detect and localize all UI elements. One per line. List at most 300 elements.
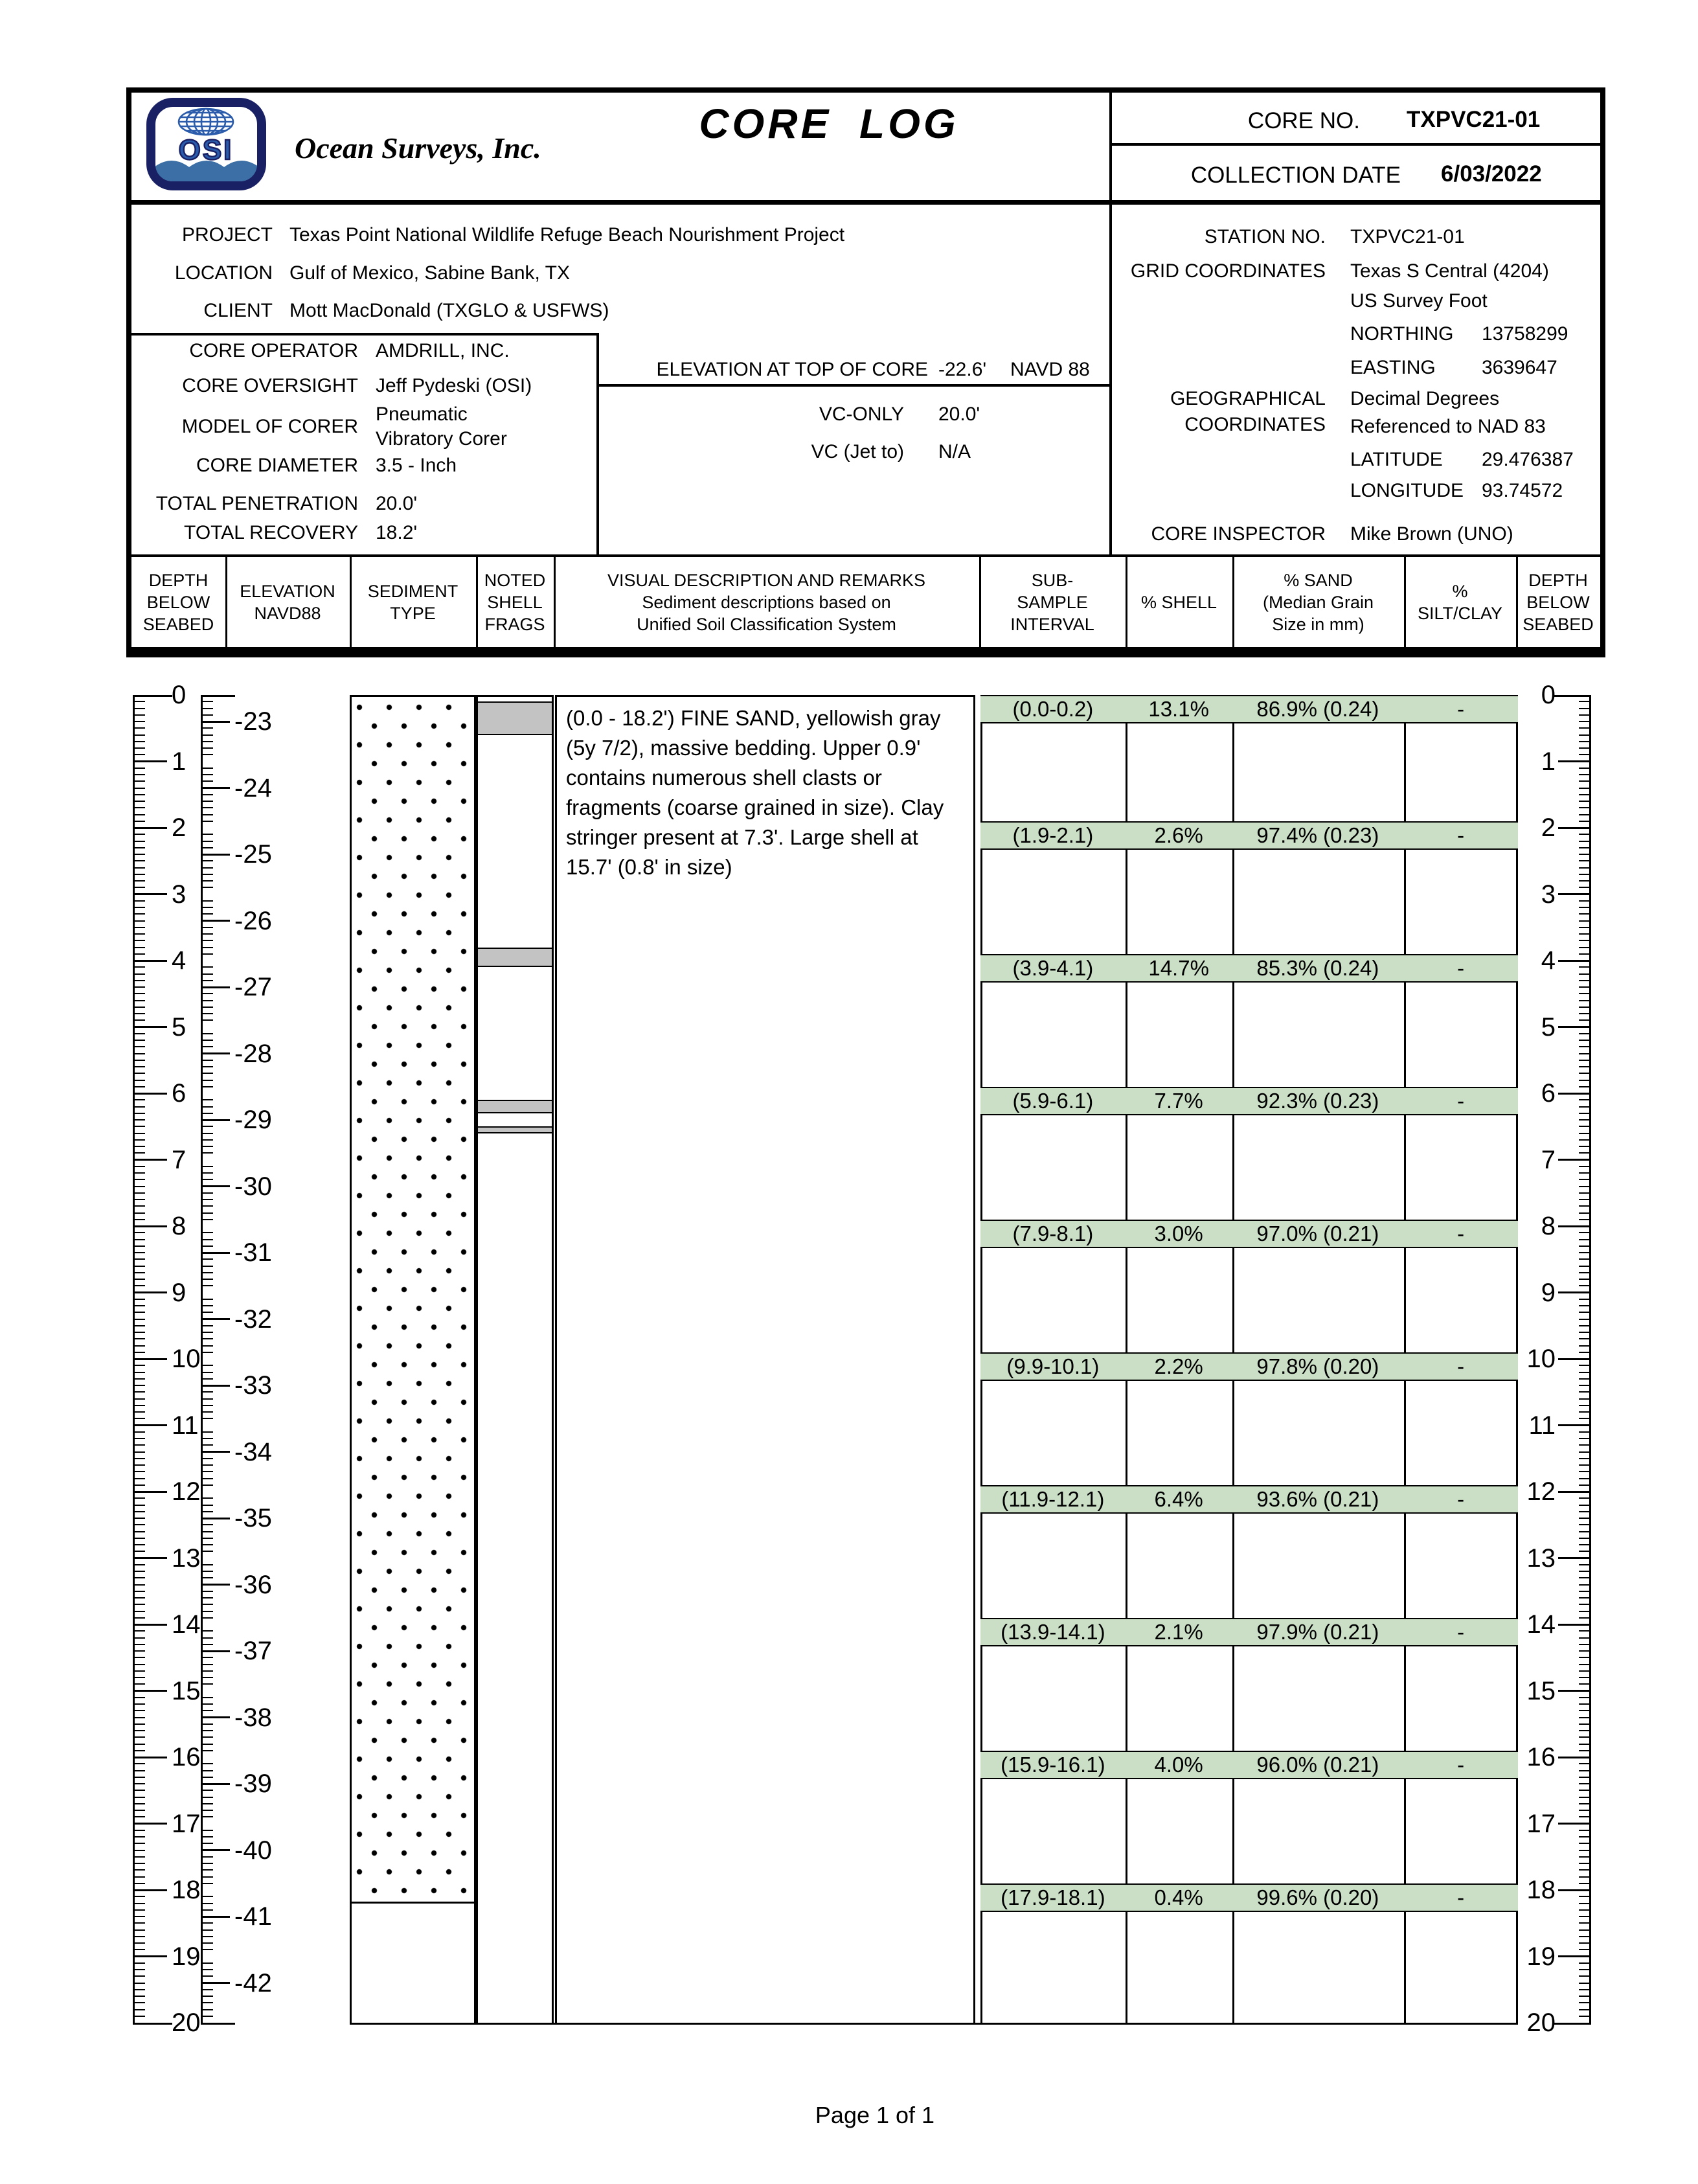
elevation-ruler-minor-tick	[203, 708, 213, 709]
elevation-ruler-minor-tick	[203, 1883, 213, 1884]
elevation-ruler-minor-tick	[203, 1099, 213, 1100]
depth-ruler-right-minor-tick	[1579, 1126, 1589, 1127]
depth-ruler-left-minor-tick	[135, 1863, 145, 1864]
longitude-label: LONGITUDE	[1350, 480, 1464, 501]
elevation-ruler-label: -39	[234, 1769, 272, 1798]
elevation-ruler-minor-tick	[203, 1219, 213, 1220]
depth-ruler-right-minor-tick	[1579, 1133, 1589, 1134]
depth-ruler-left-minor-tick	[135, 1856, 145, 1858]
elevation-ruler-minor-tick	[203, 1770, 213, 1771]
depth-ruler-right-label: 0	[1541, 681, 1556, 709]
elevation-ruler-major-tick	[203, 1584, 230, 1586]
depth-ruler-left-minor-tick	[135, 1591, 145, 1592]
shell-band	[478, 1100, 552, 1113]
depth-ruler-left-minor-tick	[135, 747, 145, 749]
column-header-bottom-line	[126, 647, 1605, 655]
elevation-ruler-minor-tick	[203, 1604, 213, 1605]
depth-ruler-left-minor-tick	[135, 834, 145, 835]
depth-ruler-left-minor-tick	[135, 1723, 145, 1725]
depth-ruler-right-minor-tick	[1579, 734, 1589, 736]
elevation-ruler-label: -31	[234, 1238, 272, 1267]
depth-ruler-right-minor-tick	[1579, 1378, 1589, 1380]
depth-ruler-right-minor-tick	[1579, 1650, 1589, 1652]
depth-ruler-left-label: 14	[172, 1610, 201, 1639]
depth-ruler-left-minor-tick	[135, 1464, 145, 1466]
depth-ruler-left-label: 12	[172, 1477, 201, 1506]
depth-ruler-left-minor-tick	[135, 1146, 145, 1147]
depth-ruler-left-minor-tick	[135, 1657, 145, 1658]
depth-ruler-left-minor-tick	[135, 1830, 145, 1831]
depth-ruler-right-minor-tick	[1579, 807, 1589, 808]
depth-ruler-left-minor-tick	[135, 1929, 145, 1931]
depth-ruler-right-minor-tick	[1579, 860, 1589, 861]
sample-shell-cell: 3.0%	[1154, 1221, 1203, 1246]
latitude-value: 29.476387	[1482, 449, 1574, 470]
easting-value: 3639647	[1482, 357, 1557, 378]
elevation-ruler-minor-tick	[203, 1299, 213, 1300]
elevation-ruler-minor-tick	[203, 1797, 213, 1798]
elevation-ruler-minor-tick	[203, 1790, 213, 1791]
depth-ruler-right-label: 3	[1541, 880, 1556, 909]
depth-ruler-left-minor-tick	[135, 2002, 145, 2003]
depth-ruler-left-minor-tick	[135, 1212, 145, 1214]
depth-ruler-left-minor-tick	[135, 1538, 145, 1539]
depth-ruler-right-minor-tick	[1579, 1179, 1589, 1180]
vc-jet-value: N/A	[938, 441, 971, 462]
depth-ruler-right-minor-tick	[1579, 1909, 1589, 1911]
elevation-ruler-minor-tick	[203, 887, 213, 888]
sample-interval-cell: (3.9-4.1)	[1012, 955, 1094, 980]
elevation-ruler-major-tick	[203, 920, 230, 922]
depth-ruler-left-minor-tick	[135, 1505, 145, 1506]
depth-ruler-left-minor-tick	[135, 1816, 145, 1817]
elevation-ruler-minor-tick	[203, 1285, 213, 1286]
elevation-ruler-minor-tick	[203, 1730, 213, 1731]
depth-ruler-right-minor-tick	[1579, 907, 1589, 908]
depth-ruler-left-minor-tick	[135, 1046, 145, 1047]
depth-ruler-right-minor-tick	[1579, 1405, 1589, 1406]
project-label: PROJECT	[181, 224, 273, 245]
elevation-ruler-minor-tick	[203, 1086, 213, 1087]
elevation-ruler-minor-tick	[203, 1411, 213, 1413]
depth-ruler-left-minor-tick	[135, 754, 145, 755]
depth-ruler-right-minor-tick	[1579, 1325, 1589, 1326]
depth-ruler-right-minor-tick	[1579, 1856, 1589, 1858]
depth-ruler-right-minor-tick	[1579, 788, 1589, 789]
column-header-divider	[1404, 557, 1406, 647]
elevation-ruler-major-tick	[203, 1451, 230, 1453]
depth-ruler-right-minor-tick	[1579, 714, 1589, 716]
depth-ruler-left-minor-tick	[135, 1272, 145, 1273]
depth-ruler-left-minor-tick	[135, 980, 145, 981]
sample-siltclay-cell: -	[1457, 823, 1465, 847]
depth-ruler-left-minor-tick	[135, 1916, 145, 1917]
depth-ruler-left-minor-tick	[135, 920, 145, 922]
shell-band	[478, 701, 552, 734]
elevation-ruler-minor-tick	[203, 1544, 213, 1545]
depth-ruler-right-minor-tick	[1579, 1478, 1589, 1479]
depth-ruler-right-major-tick	[1558, 1225, 1589, 1227]
depth-ruler-left-minor-tick	[135, 1372, 145, 1373]
depth-ruler-right-minor-tick	[1579, 1969, 1589, 1970]
elevation-ruler-major-tick	[203, 1849, 230, 1851]
depth-ruler-right-minor-tick	[1579, 794, 1589, 795]
elevation-ruler-minor-tick	[203, 1922, 213, 1924]
sample-shell-cell: 4.0%	[1154, 1752, 1203, 1777]
depth-ruler-right-minor-tick	[1579, 1770, 1589, 1771]
core-no-divider	[1112, 143, 1600, 146]
depth-ruler-right-minor-tick	[1579, 1797, 1589, 1798]
depth-ruler-left-minor-tick	[135, 1451, 145, 1453]
depth-ruler-right-minor-tick	[1579, 741, 1589, 742]
depth-ruler-right-minor-tick	[1579, 1046, 1589, 1047]
depth-ruler-left-minor-tick	[135, 900, 145, 902]
depth-ruler-left-minor-tick	[135, 913, 145, 915]
elevation-ruler-minor-tick	[203, 714, 213, 716]
sample-siltclay-cell: -	[1457, 1619, 1465, 1644]
elevation-ruler-minor-tick	[203, 1464, 213, 1466]
column-header-cell	[1232, 557, 1404, 647]
depth-ruler-left-label: 20	[172, 2008, 201, 2037]
column-header-cell	[554, 557, 979, 647]
longitude-value: 93.74572	[1482, 480, 1563, 501]
elevation-ruler-minor-tick	[203, 940, 213, 941]
depth-ruler-left-minor-tick	[135, 1099, 145, 1100]
depth-ruler-right-minor-tick	[1579, 1438, 1589, 1439]
elevation-ruler-major-tick	[203, 1783, 230, 1785]
depth-ruler-right-minor-tick	[1579, 1903, 1589, 1904]
depth-ruler-left-major-tick	[135, 1557, 167, 1559]
description-line: (0.0 - 18.2') FINE SAND, yellowish gray	[566, 706, 941, 730]
depth-ruler-right-major-tick	[1558, 1093, 1589, 1095]
chart-bottom-line	[350, 2023, 1518, 2025]
depth-ruler-right-minor-tick	[1579, 1883, 1589, 1884]
depth-ruler-right-minor-tick	[1579, 1637, 1589, 1639]
depth-ruler-left-minor-tick	[135, 1312, 145, 1313]
depth-ruler-left-minor-tick	[135, 1305, 145, 1306]
depth-ruler-right-minor-tick	[1579, 1152, 1589, 1154]
elevation-top-value: -22.6'	[938, 359, 987, 380]
depth-ruler-left-minor-tick	[135, 1113, 145, 1114]
depth-ruler-left-minor-tick	[135, 1000, 145, 1001]
collection-date-label: COLLECTION DATE	[1190, 163, 1401, 188]
depth-ruler-right-minor-tick	[1579, 1212, 1589, 1214]
depth-ruler-right-minor-tick	[1579, 1464, 1589, 1466]
elevation-ruler-minor-tick	[203, 1192, 213, 1194]
shell-frags-column	[476, 695, 554, 2025]
depth-ruler-left-minor-tick	[135, 1777, 145, 1778]
depth-ruler-right-major-tick	[1558, 960, 1589, 962]
depth-ruler-left-minor-tick	[135, 1770, 145, 1771]
elevation-ruler-minor-tick	[203, 1471, 213, 1472]
depth-ruler-left-minor-tick	[135, 821, 145, 822]
elevation-ruler-minor-tick	[203, 1205, 213, 1207]
sample-interval-cell: (9.9-10.1)	[1006, 1354, 1100, 1378]
depth-ruler-left-major-tick	[135, 1955, 167, 1957]
elevation-ruler-minor-tick	[203, 1066, 213, 1067]
elevation-ruler-minor-tick	[203, 933, 213, 935]
depth-ruler-left-major-tick	[135, 1624, 167, 1626]
depth-ruler-left-label: 19	[172, 1942, 201, 1971]
depth-ruler-left-label: 18	[172, 1876, 201, 1904]
elevation-ruler-minor-tick	[203, 1139, 213, 1141]
depth-ruler-right-minor-tick	[1579, 1252, 1589, 1253]
elevation-ruler-label: -37	[234, 1637, 272, 1665]
column-header-divider	[1232, 557, 1234, 647]
elevation-ruler-minor-tick	[203, 1810, 213, 1811]
depth-ruler-right-label: 2	[1541, 813, 1556, 842]
description-text	[566, 703, 969, 882]
depth-ruler-right-label: 16	[1526, 1743, 1556, 1771]
elevation-ruler-minor-tick	[203, 2002, 213, 2003]
depth-ruler-right-minor-tick	[1579, 1783, 1589, 1784]
depth-ruler-right-minor-tick	[1579, 1577, 1589, 1578]
depth-ruler-right-minor-tick	[1579, 1816, 1589, 1817]
depth-ruler-right-label: 14	[1526, 1610, 1556, 1639]
sample-shell-cell: 14.7%	[1148, 955, 1209, 980]
depth-ruler-left-minor-tick	[135, 1744, 145, 1745]
elevation-ruler-minor-tick	[203, 1989, 213, 1990]
elevation-ruler-minor-tick	[203, 1736, 213, 1738]
core-no-value: TXPVC21-01	[1407, 107, 1541, 132]
elevation-ruler-minor-tick	[203, 741, 213, 742]
sample-interval-cell: (5.9-6.1)	[1012, 1088, 1094, 1113]
depth-ruler-right-minor-tick	[1579, 1703, 1589, 1705]
depth-ruler-left-major-tick	[135, 1690, 167, 1692]
depth-ruler-right-minor-tick	[1579, 1484, 1589, 1486]
depth-ruler-left-minor-tick	[135, 1458, 145, 1459]
depth-ruler-right-minor-tick	[1579, 1836, 1589, 1837]
grid-coordinates-line2: US Survey Foot	[1350, 290, 1488, 312]
column-header-divider	[979, 557, 981, 647]
elevation-ruler-minor-tick	[203, 1750, 213, 1751]
sand-pattern	[352, 697, 474, 1904]
elevation-ruler-minor-tick	[203, 1312, 213, 1313]
elevation-ruler-minor-tick	[203, 814, 213, 815]
elevation-ruler-minor-tick	[203, 980, 213, 981]
depth-ruler-right-minor-tick	[1579, 1385, 1589, 1386]
grid-coordinates-label: GRID COORDINATES	[1130, 260, 1326, 282]
elevation-ruler-minor-tick	[203, 1013, 213, 1014]
elevation-ruler-minor-tick	[203, 1232, 213, 1233]
sample-interval-cell: (0.0-0.2)	[1012, 697, 1094, 721]
depth-ruler-right-minor-tick	[1579, 1391, 1589, 1393]
depth-ruler-left-minor-tick	[135, 1378, 145, 1380]
depth-ruler-right-minor-tick	[1579, 1444, 1589, 1446]
elevation-ruler-major-tick	[203, 854, 230, 856]
depth-ruler-left-minor-tick	[135, 1172, 145, 1174]
depth-ruler-left-minor-tick	[135, 734, 145, 736]
depth-ruler-left-cap	[133, 2023, 172, 2025]
depth-ruler-right-minor-tick	[1579, 1697, 1589, 1698]
sample-interval-cell: (15.9-16.1)	[1001, 1752, 1105, 1777]
depth-ruler-left-minor-tick	[135, 1962, 145, 1964]
elevation-ruler-major-tick	[203, 1318, 230, 1320]
elevation-ruler-minor-tick	[203, 953, 213, 955]
depth-ruler-left-minor-tick	[135, 860, 145, 861]
depth-ruler-right-minor-tick	[1579, 1916, 1589, 1917]
depth-ruler-left-minor-tick	[135, 1066, 145, 1067]
total-recovery-value: 18.2'	[376, 522, 418, 543]
depth-ruler-left-minor-tick	[135, 1258, 145, 1260]
depth-ruler-right-major-tick	[1558, 1159, 1589, 1161]
elevation-ruler-minor-tick	[203, 1040, 213, 1041]
column-header-divider	[1516, 557, 1518, 647]
column-header-line: SEDIMENT	[367, 581, 458, 601]
column-header-line: Unified Soil Classification System	[637, 614, 896, 634]
depth-ruler-left-minor-tick	[135, 780, 145, 782]
elevation-ruler-label: -26	[234, 906, 272, 935]
depth-ruler-right-minor-tick	[1579, 1073, 1589, 1074]
depth-ruler-right-minor-tick	[1579, 1086, 1589, 1087]
depth-ruler-left-minor-tick	[135, 1975, 145, 1977]
depth-ruler-right-minor-tick	[1579, 1266, 1589, 1267]
depth-ruler-left-minor-tick	[135, 1106, 145, 1108]
depth-ruler-right-minor-tick	[1579, 1299, 1589, 1300]
depth-ruler-right-minor-tick	[1579, 1497, 1589, 1499]
depth-ruler-right-minor-tick	[1579, 1975, 1589, 1977]
depth-ruler-left-minor-tick	[135, 927, 145, 928]
shell-band	[478, 1126, 552, 1133]
sample-sand-cell: 85.3% (0.24)	[1256, 955, 1379, 980]
elevation-ruler-minor-tick	[203, 1007, 213, 1008]
column-header-line: SUB-	[1031, 570, 1074, 590]
elevation-ruler-minor-tick	[203, 1597, 213, 1598]
depth-ruler-left-major-tick	[135, 1424, 167, 1426]
depth-ruler-right-minor-tick	[1579, 1332, 1589, 1333]
depth-ruler-left-minor-tick	[135, 1179, 145, 1180]
depth-ruler-left-minor-tick	[135, 1053, 145, 1054]
depth-ruler-left-minor-tick	[135, 727, 145, 729]
project-value: Texas Point National Wildlife Refuge Beach Nourishment Project	[289, 224, 845, 245]
core-no-label: CORE NO.	[1247, 108, 1360, 133]
depth-ruler-left-minor-tick	[135, 1790, 145, 1791]
depth-ruler-right-minor-tick	[1579, 1777, 1589, 1778]
depth-ruler-left-minor-tick	[135, 1670, 145, 1672]
depth-ruler-right-minor-tick	[1579, 1518, 1589, 1519]
core-log-chart	[0, 681, 1698, 2107]
depth-ruler-right-minor-tick	[1579, 947, 1589, 948]
sample-interval-cell: (13.9-14.1)	[1001, 1619, 1105, 1644]
depth-ruler-right-minor-tick	[1579, 1936, 1589, 1937]
elevation-ruler-minor-tick	[203, 993, 213, 994]
elevation-ruler-minor-tick	[203, 1246, 213, 1247]
depth-ruler-left-minor-tick	[135, 1883, 145, 1884]
column-header-line: %	[1452, 581, 1468, 601]
depth-ruler-right-minor-tick	[1579, 1113, 1589, 1114]
depth-ruler-right-minor-tick	[1579, 1617, 1589, 1619]
column-header-cell	[225, 557, 350, 647]
sample-sand-cell: 93.6% (0.21)	[1256, 1486, 1379, 1511]
column-header-line: DEPTH	[148, 570, 209, 590]
elevation-datum: NAVD 88	[1010, 359, 1090, 380]
depth-ruler-right-label: 19	[1526, 1942, 1556, 1971]
depth-ruler-right-minor-tick	[1579, 1803, 1589, 1804]
depth-ruler-right-minor-tick	[1579, 927, 1589, 928]
depth-ruler-left-minor-tick	[135, 907, 145, 908]
depth-ruler-right-minor-tick	[1579, 1591, 1589, 1592]
depth-ruler-left-minor-tick	[135, 1544, 145, 1545]
depth-ruler-right-minor-tick	[1579, 814, 1589, 815]
depth-ruler-left-minor-tick	[135, 933, 145, 935]
depth-ruler-right-label: 20	[1526, 2008, 1556, 2037]
depth-ruler-left-minor-tick	[135, 841, 145, 842]
depth-ruler-right-minor-tick	[1579, 1106, 1589, 1108]
elevation-ruler-minor-tick	[203, 1418, 213, 1419]
depth-ruler-left-minor-tick	[135, 714, 145, 716]
depth-ruler-right-minor-tick	[1579, 1611, 1589, 1612]
depth-ruler-right-minor-tick	[1579, 1258, 1589, 1260]
depth-ruler-right-label: 8	[1541, 1212, 1556, 1240]
depth-ruler-left-minor-tick	[135, 887, 145, 888]
elevation-ruler-minor-tick	[203, 1505, 213, 1506]
depth-ruler-right-minor-tick	[1579, 727, 1589, 729]
elevation-ruler-minor-tick	[203, 774, 213, 775]
depth-ruler-right-minor-tick	[1579, 841, 1589, 842]
elevation-ruler-label: -41	[234, 1902, 272, 1931]
depth-ruler-left-minor-tick	[135, 1710, 145, 1711]
client-value: Mott MacDonald (TXGLO & USFWS)	[289, 300, 609, 321]
depth-ruler-right-minor-tick	[1579, 1219, 1589, 1220]
elevation-ruler-major-tick	[203, 1252, 230, 1254]
elevation-ruler-minor-tick	[203, 1458, 213, 1459]
depth-ruler-right-minor-tick	[1579, 1458, 1589, 1459]
depth-ruler-right-minor-tick	[1579, 780, 1589, 782]
depth-ruler-right-minor-tick	[1579, 1285, 1589, 1286]
depth-ruler-right-minor-tick	[1579, 1139, 1589, 1141]
depth-ruler-right-minor-tick	[1579, 1744, 1589, 1745]
elevation-ruler-minor-tick	[203, 880, 213, 882]
description-line: fragments (coarse grained in size). Clay	[566, 795, 944, 819]
sample-row	[980, 1352, 1518, 1381]
depth-ruler-left-minor-tick	[135, 1703, 145, 1705]
elevation-ruler-minor-tick	[203, 1444, 213, 1446]
elevation-ruler-label: -33	[234, 1371, 272, 1400]
elevation-ruler-minor-tick	[203, 1591, 213, 1592]
core-inspector-label: CORE INSPECTOR	[1151, 523, 1326, 545]
elevation-ruler-minor-tick	[203, 1166, 213, 1167]
elevation-ruler-label: -42	[234, 1968, 272, 1997]
elevation-ruler-minor-tick	[203, 1723, 213, 1725]
elevation-ruler-minor-tick	[203, 1266, 213, 1267]
depth-ruler-right-minor-tick	[1579, 1319, 1589, 1320]
elevation-ruler-minor-tick	[203, 1113, 213, 1114]
depth-ruler-left-minor-tick	[135, 953, 145, 955]
vc-only-label: VC-ONLY	[819, 404, 904, 425]
depth-ruler-left-minor-tick	[135, 973, 145, 975]
depth-ruler-left-minor-tick	[135, 986, 145, 988]
depth-ruler-right-minor-tick	[1579, 940, 1589, 941]
station-no-label: STATION NO.	[1204, 226, 1326, 247]
page-title: CORE LOG	[699, 100, 959, 147]
elevation-ruler-minor-tick	[203, 1046, 213, 1047]
depth-ruler-right-minor-tick	[1579, 1352, 1589, 1353]
elevation-ruler-minor-tick	[203, 1405, 213, 1406]
depth-ruler-right-minor-tick	[1579, 1345, 1589, 1347]
depth-ruler-left-minor-tick	[135, 1969, 145, 1970]
depth-ruler-left-minor-tick	[135, 1325, 145, 1326]
depth-ruler-right-minor-tick	[1579, 900, 1589, 902]
depth-ruler-right-major-tick	[1558, 893, 1589, 895]
depth-ruler-right-minor-tick	[1579, 1272, 1589, 1273]
elevation-ruler-minor-tick	[203, 1617, 213, 1619]
depth-ruler-right-label: 12	[1526, 1477, 1556, 1506]
depth-ruler-left-major-tick	[135, 1889, 167, 1891]
depth-ruler-right-label: 1	[1541, 747, 1556, 776]
elevation-ruler-minor-tick	[203, 1378, 213, 1380]
depth-ruler-right-minor-tick	[1579, 1312, 1589, 1313]
depth-ruler-left-label: 9	[172, 1278, 187, 1307]
